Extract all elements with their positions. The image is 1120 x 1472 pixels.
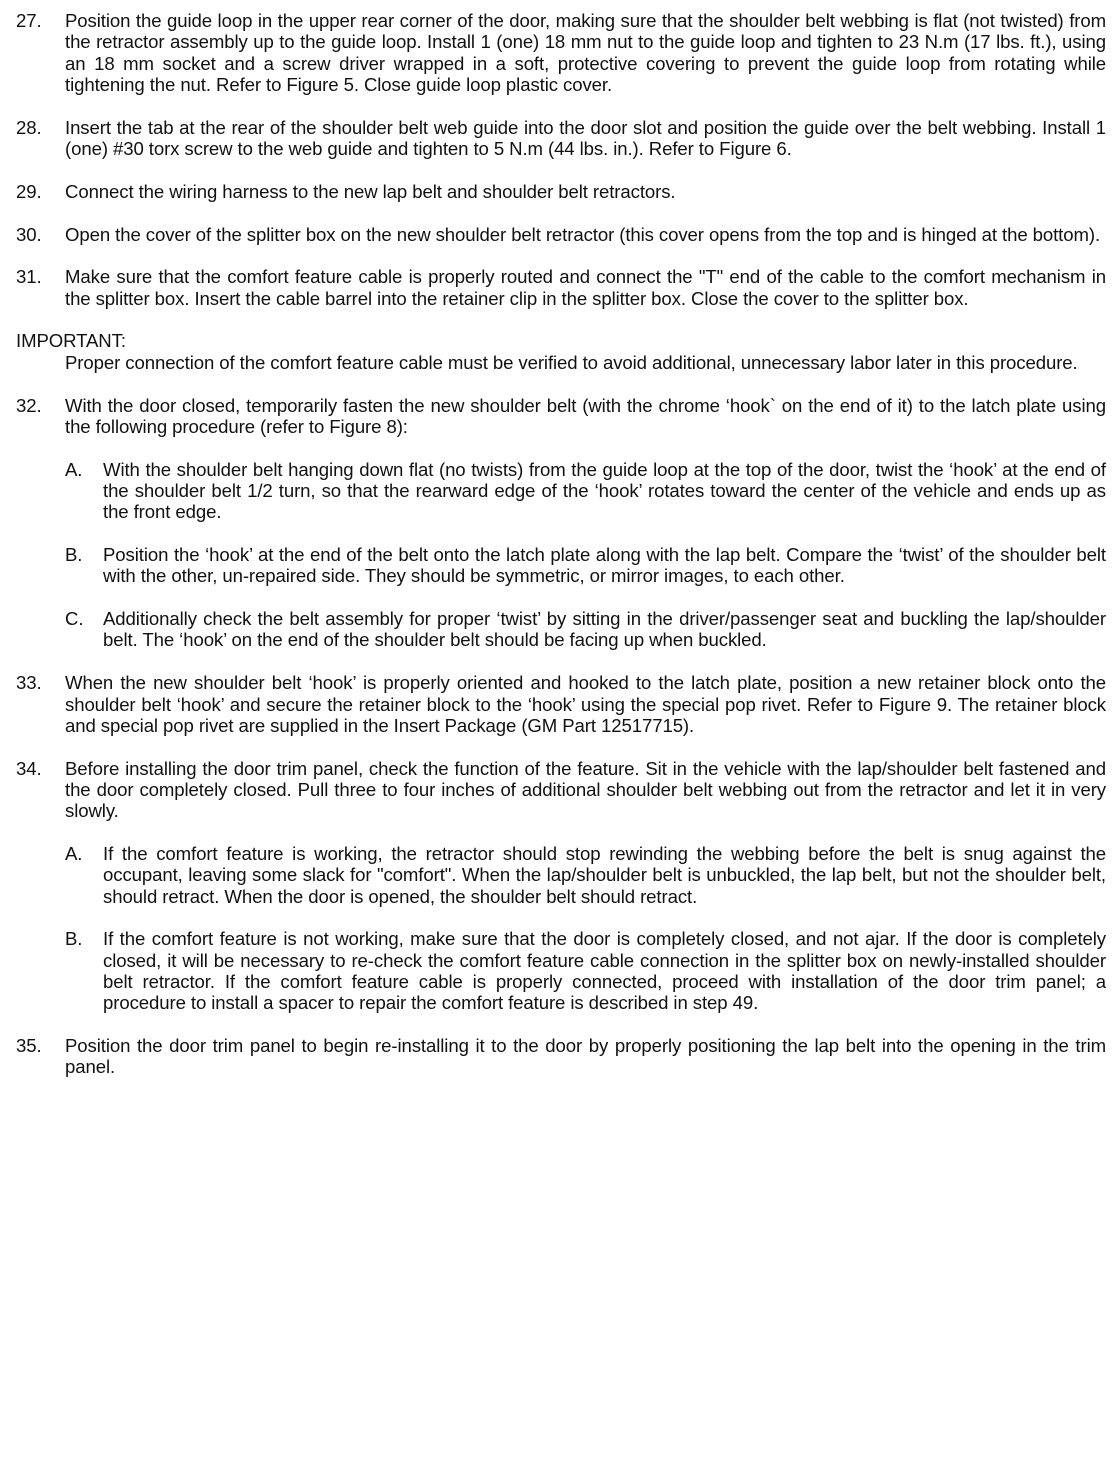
substep-list xyxy=(65,843,1106,1014)
step-number: 31. xyxy=(16,266,42,288)
step-number: 32. xyxy=(16,394,42,416)
substep-letter: B. xyxy=(65,544,83,566)
important-note xyxy=(16,330,1106,373)
important-label: IMPORTANT: xyxy=(16,330,126,352)
substep-text: If the comfort feature is not working, make sure that the door is completely closed, and not ajar. If the door is completely closed, it will be necessary to re-check the comfort feature cable connection in the splitter box on newly-installed shoulder belt retractor. If the comfort feature cable is properly connected, proceed with installation of the door trim panel; a procedure to install a spacer to repair the comfort feature is described in step 49. xyxy=(103,928,1106,1014)
step-number: 27. xyxy=(16,10,42,31)
step-number: 33. xyxy=(16,672,42,694)
substep-letter: B. xyxy=(65,928,83,950)
step-text: Before installing the door trim panel, check the function of the feature. Sit in the vehicle with the lap/shoulder belt fastened and the door completely closed. Pull three to four inches of additional shoulder belt webbing out from the retractor and let it in very slowly. xyxy=(65,757,1106,822)
step-33 xyxy=(16,672,1106,736)
step-29 xyxy=(16,181,1106,202)
substep-text: Additionally check the belt assembly for proper ‘twist’ by sitting in the driver/passenger seat and buckling the lap/shoulder belt. The ‘hook’ on the end of the shoulder belt should be facing up when buckled. xyxy=(103,608,1106,651)
step-number: 28. xyxy=(16,116,42,138)
substep-34b xyxy=(65,928,1106,1013)
substep-letter: A. xyxy=(65,843,83,865)
substep-32c xyxy=(65,608,1106,651)
step-32 xyxy=(16,395,1106,651)
substep-34a xyxy=(65,843,1106,907)
step-31 xyxy=(16,266,1106,309)
step-text: Position the door trim panel to begin re-installing it to the door by properly positioning the lap belt into the opening in the trim panel. xyxy=(65,1035,1106,1078)
substep-text: If the comfort feature is working, the retractor should stop rewinding the webbing before the belt is snug against the occupant, leaving some slack for "comfort". When the lap/shoulder belt is unbuckled, the lap belt, but not the shoulder belt, should retract. When the door is opened, the shoulder belt should retract. xyxy=(103,843,1106,907)
substep-letter: A. xyxy=(65,458,83,480)
substep-list xyxy=(65,459,1106,651)
substep-text: With the shoulder belt hanging down flat (no twists) from the guide loop at the top of the door, twist the ‘hook’ at the end of the shoulder belt 1/2 turn, so that the rearward edge of the ‘hook’ rotates toward the center of the vehicle and ends up as the front edge. xyxy=(103,458,1106,523)
step-30 xyxy=(16,224,1106,245)
step-text: Make sure that the comfort feature cable is properly routed and connect the "T" end of the cable to the comfort mechanism in the splitter box. Insert the cable barrel into the retainer clip in the splitter box. Close the cover to the splitter box. xyxy=(65,266,1106,309)
step-35 xyxy=(16,1035,1106,1078)
substep-32a xyxy=(65,459,1106,523)
important-text: Proper connection of the comfort feature cable must be verified to avoid additional, unnecessary labor later in this procedure. xyxy=(65,351,1078,373)
step-text: When the new shoulder belt ‘hook’ is properly oriented and hooked to the latch plate, position a new retainer block onto the shoulder belt ‘hook’ and secure the retainer block to the ‘hook’ using the special pop rivet. Refer to Figure 9. The retainer block and special pop rivet are supplied in the Insert Package (GM Part 12517715). xyxy=(65,672,1106,736)
substep-32b xyxy=(65,544,1106,587)
step-text: Connect the wiring harness to the new lap belt and shoulder belt retractors. xyxy=(65,180,676,202)
step-number: 34. xyxy=(16,757,42,779)
step-number: 35. xyxy=(16,1035,42,1057)
substep-text: Position the ‘hook’ at the end of the belt onto the latch plate along with the lap belt. Compare the ‘twist’ of the shoulder belt with the other, un-repaired side. They should be symmetric, or mirror images, to each other. xyxy=(103,544,1106,587)
step-27 xyxy=(16,10,1106,95)
step-28 xyxy=(16,117,1106,160)
step-number: 29. xyxy=(16,180,42,202)
step-text: Position the guide loop in the upper rear corner of the door, making sure that the shoulder belt webbing is flat (not twisted) from the retractor assembly up to the guide loop. Install 1 (one) 18 mm nut to the guide loop and tighten to 23 N.m (17 lbs. ft.), using an 18 mm socket and a screw driver wrapped in a soft, protective covering to prevent the guide loop from rotating while tightening the nut. Refer to Figure 5. Close guide loop plastic cover. xyxy=(65,10,1106,95)
step-text: Insert the tab at the rear of the shoulder belt web guide into the door slot and position the guide over the belt webbing. Install 1 (one) #30 torx screw to the web guide and tighten to 5 N.m (44 lbs. in.). Refer to Figure 6. xyxy=(65,116,1106,159)
substep-letter: C. xyxy=(65,608,84,630)
step-text: With the door closed, temporarily fasten the new shoulder belt (with the chrome ‘hook` on the end of it) to the latch plate using the following procedure (refer to Figure 8): xyxy=(65,394,1106,437)
step-number: 30. xyxy=(16,223,42,245)
step-text: Open the cover of the splitter box on the new shoulder belt retractor (this cover opens from the top and is hinged at the bottom). xyxy=(65,223,1101,245)
step-34 xyxy=(16,758,1106,1014)
